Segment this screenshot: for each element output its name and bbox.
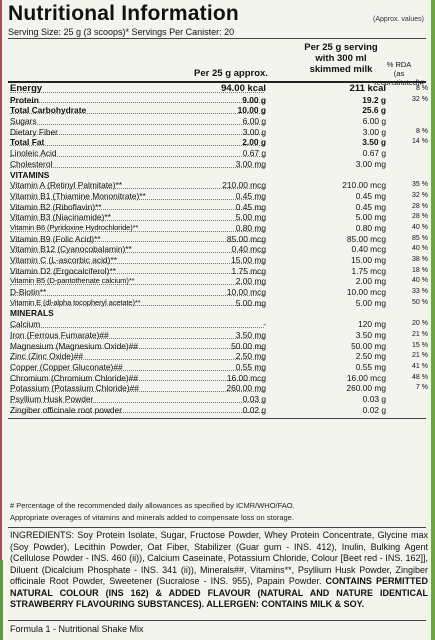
- value-with-milk: 3.00 mg: [355, 158, 386, 169]
- value-with-milk: 1.75 mcg: [351, 265, 386, 276]
- value-rda: 8 %: [415, 127, 428, 135]
- dotted-leader: [10, 327, 264, 328]
- nutrient-row: [8, 266, 430, 277]
- value-with-milk: 3.00 g: [362, 126, 386, 137]
- value-rda: 7 %: [415, 384, 428, 392]
- nutrient-label: Vitamin E (dl-alpha tocopheryl acetate)**: [10, 297, 141, 307]
- nutrient-label: Vitamin D2 (Ergocalciferol)**: [10, 265, 116, 276]
- nutrient-row: [8, 298, 430, 309]
- nutrient-label: VITAMINS: [10, 169, 50, 180]
- value-rda: 20 %: [412, 320, 428, 328]
- nutrient-row: [8, 287, 430, 298]
- value-with-milk: 6.00 g: [362, 116, 386, 127]
- nutrient-row: [8, 383, 430, 394]
- product-name: Formula 1 - Nutritional Shake Mix: [10, 624, 144, 634]
- col2-header-line1: Per 25 g serving: [304, 42, 378, 53]
- nutrition-table: [8, 84, 430, 415]
- value-per-25g: 3.00 mg: [235, 158, 266, 169]
- col1-header: Per 25 g approx.: [194, 68, 268, 79]
- nutrient-label: Zingiber officinale root powder: [10, 404, 123, 415]
- nutrient-label: Psyllium Husk Powder: [10, 393, 94, 404]
- nutrient-label: Zinc (Zinc Oxide)##: [10, 351, 84, 362]
- nutrient-row: [8, 405, 430, 416]
- nutrient-label: Magnesium (Magnesium Oxide)##: [10, 340, 139, 351]
- header-rule: [8, 38, 426, 39]
- nutrient-label: Vitamin C (L-ascorbic acid)**: [10, 255, 117, 265]
- value-per-25g: 3.50 mg: [235, 329, 266, 340]
- nutrient-row: [8, 319, 430, 330]
- value-per-25g: -: [263, 319, 266, 330]
- nutrient-row: [8, 159, 430, 170]
- value-per-25g: 1.75 mcg: [231, 265, 266, 276]
- value-with-milk: 3.50 g: [362, 137, 386, 148]
- left-edge-strip: [0, 0, 2, 640]
- nutrient-label: Total Carbohydrate: [10, 105, 87, 116]
- value-per-25g: 0.40 mcg: [231, 244, 266, 255]
- nutrient-row: [8, 244, 430, 255]
- left-edge-strip-bottom: [0, 560, 3, 640]
- nutrient-label: Vitamin A (Retinyl Palmitate)**: [10, 180, 123, 191]
- nutrition-label: [4, 0, 430, 640]
- value-with-milk: 211 kcal: [349, 83, 386, 94]
- value-rda: 21 %: [412, 330, 428, 338]
- value-per-25g: 3.00 g: [242, 126, 266, 137]
- nutrient-label: Iron (Ferrous Fumarate)##: [10, 329, 109, 340]
- nutrient-label: Vitamin B5 (D-pantothenate calcium)**: [10, 276, 135, 286]
- value-rda: 40 %: [412, 245, 428, 253]
- col3-header-line2: (as reconstituted)#: [374, 69, 424, 87]
- value-with-milk: 260.00 mg: [346, 383, 386, 394]
- ingredients-rule: [8, 527, 426, 528]
- value-rda: 18 %: [412, 266, 428, 274]
- dotted-leader: [10, 102, 264, 103]
- nutrient-label: D-Biotin**: [10, 287, 47, 298]
- nutrient-row: [8, 105, 430, 116]
- value-per-25g: 2.00 g: [242, 137, 266, 148]
- nutrient-row: [8, 223, 430, 234]
- value-per-25g: 6.00 g: [242, 116, 266, 127]
- value-with-milk: 2.50 mg: [355, 351, 386, 362]
- ingredients-allergen: CONTAINS PERMITTED NATURAL COLOUR (INS 162) & ADDED FLAVOUR (NATURAL AND NATURE IDENTICAL STRAWBERRY FLAVOURING SUBSTANCES). ALLERGEN: CONTAINS MILK & SOY.: [10, 576, 428, 609]
- value-per-25g: 9.00 g: [242, 94, 266, 105]
- value-with-milk: 0.80 mg: [355, 222, 386, 233]
- serving-info: Serving Size: 25 g (3 scoops)* Servings Per Canister: 20: [8, 27, 235, 37]
- value-with-milk: 0.45 mg: [355, 201, 386, 212]
- value-per-25g: 15.00 mg: [231, 255, 266, 265]
- value-rda: 15 %: [412, 341, 428, 349]
- nutrient-label: MINERALS: [10, 308, 54, 319]
- value-with-milk: 210.00 mcg: [342, 180, 386, 191]
- value-with-milk: 120 mg: [358, 319, 386, 330]
- table-bottom-rule: [8, 418, 426, 419]
- product-rule: [8, 620, 426, 621]
- value-rda: 28 %: [412, 202, 428, 210]
- nutrient-row: [8, 148, 430, 159]
- value-rda: 40 %: [412, 277, 428, 285]
- nutrient-label: Calcium: [10, 319, 41, 330]
- value-per-25g: 2.50 mg: [235, 351, 266, 362]
- nutrient-label: Energy: [10, 83, 43, 94]
- label-title: Nutritional Information: [8, 2, 239, 25]
- value-rda: 28 %: [412, 213, 428, 221]
- value-with-milk: 5.00 mg: [355, 212, 386, 223]
- value-per-25g: 16.00 mcg: [226, 372, 266, 383]
- value-per-25g: 10.00 g: [237, 105, 266, 116]
- nutrient-label: Total Fat: [10, 137, 45, 148]
- value-with-milk: 5.00 mg: [355, 297, 386, 308]
- value-with-milk: 25.6 g: [362, 105, 386, 116]
- nutrient-label: Vitamin B12 (Cyanocobalamin)**: [10, 244, 132, 255]
- nutrient-row: [8, 394, 430, 405]
- nutrient-row: [8, 330, 430, 341]
- value-per-25g: 0.80 mg: [235, 222, 266, 233]
- right-edge-strip: [431, 0, 435, 640]
- dotted-leader: [10, 145, 264, 146]
- value-rda: 14 %: [412, 138, 428, 146]
- value-per-25g: 5.00 mg: [235, 297, 266, 308]
- nutrient-label: Chromium (Chromium Chloride)##: [10, 372, 138, 383]
- value-rda: 38 %: [412, 256, 428, 263]
- value-rda: 33 %: [412, 288, 428, 296]
- nutrient-label: Vitamin B1 (Thiamine Mononitrate)**: [10, 190, 146, 201]
- value-rda: 48 %: [412, 373, 428, 381]
- section-heading: [8, 170, 430, 181]
- nutrient-label: Vitamin B3 (Niacinamide)**: [10, 212, 111, 223]
- value-per-25g: 5.00 mg: [235, 212, 266, 223]
- nutrient-label: Vitamin B2 (Riboflavin)**: [10, 201, 102, 212]
- value-with-milk: 15.00 mg: [351, 255, 386, 265]
- nutrient-label: Potassium (Potassium Chloride)##: [10, 383, 139, 394]
- nutrient-row: [8, 84, 430, 95]
- value-per-25g: 0.03 g: [242, 393, 266, 404]
- value-rda: 32 %: [412, 95, 428, 103]
- value-per-25g: 260.00 mg: [226, 383, 266, 394]
- approx-note: (Approx. values): [373, 16, 424, 23]
- col2-header-line2: with 300 ml: [315, 53, 367, 64]
- nutrient-row: [8, 137, 430, 148]
- value-with-milk: 0.55 mg: [355, 361, 386, 372]
- nutrient-row: [8, 234, 430, 245]
- nutrient-row: [8, 276, 430, 287]
- value-with-milk: 50.00 mg: [351, 340, 386, 351]
- nutrient-row: [8, 255, 430, 266]
- value-per-25g: 10.00 mcg: [226, 287, 266, 298]
- value-with-milk: 85.00 mcg: [346, 233, 386, 244]
- value-with-milk: 0.40 mcg: [351, 244, 386, 255]
- value-with-milk: 16.00 mcg: [346, 372, 386, 383]
- value-with-milk: 0.02 g: [362, 404, 386, 415]
- nutrient-row: [8, 212, 430, 223]
- value-with-milk: 3.50 mg: [355, 329, 386, 340]
- value-per-25g: 2.00 mg: [235, 276, 266, 287]
- dotted-leader: [10, 295, 264, 296]
- nutrient-label: Copper (Copper Gluconate)##: [10, 361, 123, 372]
- value-per-25g: 210.00 mcg: [222, 180, 266, 191]
- nutrient-label: Vitamin B9 (Folic Acid)**: [10, 233, 101, 244]
- value-rda: 32 %: [412, 191, 428, 199]
- nutrient-label: Dietary Fiber: [10, 126, 58, 137]
- nutrient-row: [8, 127, 430, 138]
- value-per-25g: 0.55 mg: [235, 361, 266, 372]
- ingredients-list: INGREDIENTS: Soy Protein Isolate, Sugar, Fructose Powder, Whey Protein Concentrate, Glycine max (Soy Powder), Lecithin Powder, Oat Fiber, Stabilizer (Guar gum - INS. 412), Inulin, Bulking Agent (Cellulose Powder - INS. 460 (ii)), Calcium Caseinate, Potassium Chloride, Colour [Beet red - INS. 162]], Diluent (Dicalcium Phosphate - INS. 341 (ii)), Minerals##, Vitamins**, Psyllium Husk Powder, Zingiber officinale Root Powder, Sweetener (Sucralose - INS. 955), Papain Powder.: [10, 530, 428, 586]
- value-with-milk: 0.67 g: [362, 148, 386, 159]
- value-with-milk: 0.03 g: [362, 393, 386, 404]
- nutrient-row: [8, 351, 430, 362]
- nutrient-row: [8, 362, 430, 373]
- value-per-25g: 0.02 g: [242, 404, 266, 415]
- dotted-leader: [10, 124, 264, 125]
- value-with-milk: 10.00 mcg: [346, 287, 386, 298]
- footnote-overages: Appropriate overages of vitamins and minerals added to compensate loss on storage.: [10, 513, 294, 522]
- nutrient-row: [8, 95, 430, 106]
- value-rda: 35 %: [412, 181, 428, 189]
- value-per-25g: 0.45 mg: [235, 201, 266, 212]
- footnote-rda: # Percentage of the recommended daily allowances as specified by ICMR/WHO/FAO.: [10, 501, 295, 510]
- value-rda: 85 %: [412, 234, 428, 242]
- nutrient-label: Vitamin B6 (Pyridoxine Hydrochloride)**: [10, 222, 139, 232]
- value-per-25g: 0.45 mg: [235, 190, 266, 201]
- value-with-milk: 2.00 mg: [355, 276, 386, 287]
- value-rda: 8 %: [415, 85, 428, 92]
- value-with-milk: 0.45 mg: [355, 190, 386, 201]
- col3-header-line1: % RDA: [386, 60, 412, 69]
- nutrient-row: [8, 341, 430, 352]
- nutrient-row: [8, 116, 430, 127]
- nutrient-label: Protein: [10, 94, 39, 105]
- nutrient-label: Linoleic Acid: [10, 148, 57, 159]
- value-per-25g: 94.00 kcal: [221, 83, 266, 94]
- section-heading: [8, 308, 430, 319]
- value-rda: 41 %: [412, 362, 428, 370]
- nutrient-row: [8, 191, 430, 202]
- nutrient-label: Sugars: [10, 116, 37, 127]
- value-with-milk: 19.2 g: [362, 94, 386, 105]
- value-rda: 50 %: [412, 298, 428, 306]
- ingredients-text: [10, 530, 428, 611]
- nutrient-row: [8, 180, 430, 191]
- value-rda: 21 %: [412, 352, 428, 360]
- nutrient-label: Cholesterol: [10, 158, 53, 169]
- nutrient-row: [8, 202, 430, 213]
- value-per-25g: 0.67 g: [242, 148, 266, 159]
- col2-header-line3: skimmed milk: [309, 64, 373, 75]
- nutrient-row: [8, 373, 430, 384]
- value-per-25g: 50.00 mg: [231, 340, 266, 351]
- value-per-25g: 85.00 mcg: [226, 233, 266, 244]
- value-rda: 40 %: [412, 223, 428, 231]
